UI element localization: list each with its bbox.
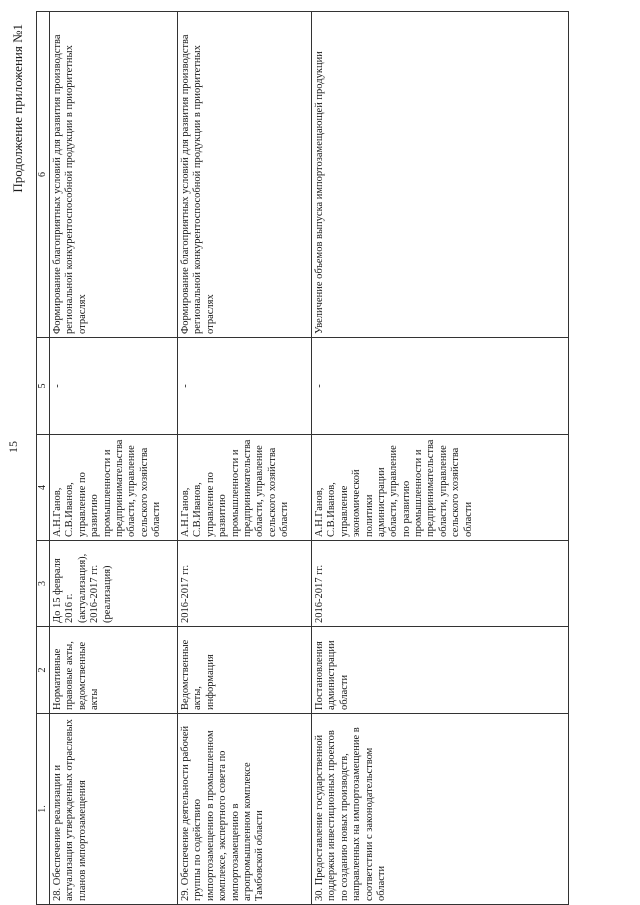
header-cell-3: 3 xyxy=(37,541,50,627)
deadline-cell: 2016-2017 гг. xyxy=(312,541,569,627)
page-number: 15 xyxy=(6,441,20,453)
measure-cell: 29. Обеспечение деятельности рабочей группы по содействию импортозамещению в промышленном комплексе, экспертного совета по импортозамещению в агропромышленном комплексе Тамбовской области xyxy=(178,714,312,905)
header-cell-1: 1. xyxy=(37,714,50,905)
continuation-note: Продолжение приложения №1 xyxy=(10,24,25,193)
document-type-cell: Ведомственные акты, информация xyxy=(178,627,312,714)
result-cell: Увеличение объемов выпуска импортозамещающей продукции xyxy=(312,12,569,338)
funding-cell: - xyxy=(312,338,569,435)
responsible-cell: А.Н.Ганов, С.В.Иванов, управление по развитию промышленности и предпринимательства области, управление сельского хозяйства области xyxy=(178,435,312,541)
measure-cell: 30. Предоставление государственной поддержки инвестиционных проектов по созданию новых производств, направленных на импортозамещение в соответствии с законодательством области xyxy=(312,714,569,905)
measure-cell: 28. Обеспечение реализации и актуализация утвержденных отраслевых планов импортозамещения xyxy=(50,714,178,905)
funding-cell: - xyxy=(178,338,312,435)
header-cell-4: 4 xyxy=(37,435,50,541)
header-cell-6: 6 xyxy=(37,12,50,338)
responsible-cell: А.Н.Ганов, С.В.Иванов, управление экономической политики администрации области, управление по развитию промышленности и предпринимательства области, управление сельского хозяйства области xyxy=(312,435,569,541)
table-row xyxy=(312,12,569,905)
header-cell-2: 2 xyxy=(37,627,50,714)
result-cell: Формирование благоприятных условий для развития производства региональной конкурентоспособной продукции в приоритетных отраслях xyxy=(178,12,312,338)
result-cell: Формирование благоприятных условий для развития производства региональной конкурентоспособной продукции в приоритетных отраслях xyxy=(50,12,178,338)
table-header-row xyxy=(37,12,50,905)
document-type-cell: Нормативные правовые акты, ведомственные акты xyxy=(50,627,178,714)
document-type-cell: Постановления администрации области xyxy=(312,627,569,714)
measures-table xyxy=(36,11,569,905)
deadline-cell: 2016-2017 гг. xyxy=(178,541,312,627)
responsible-cell: А.Н.Ганов, С.В.Иванов, управление по развитию промышленности и предпринимательства области, управление сельского хозяйства области xyxy=(50,435,178,541)
header-cell-5: 5 xyxy=(37,338,50,435)
funding-cell: - xyxy=(50,338,178,435)
table-row xyxy=(50,12,178,905)
deadline-cell: До 15 февраля 2016 г. (актуализация), 2016-2017 гг. (реализация) xyxy=(50,541,178,627)
table-row xyxy=(178,12,312,905)
